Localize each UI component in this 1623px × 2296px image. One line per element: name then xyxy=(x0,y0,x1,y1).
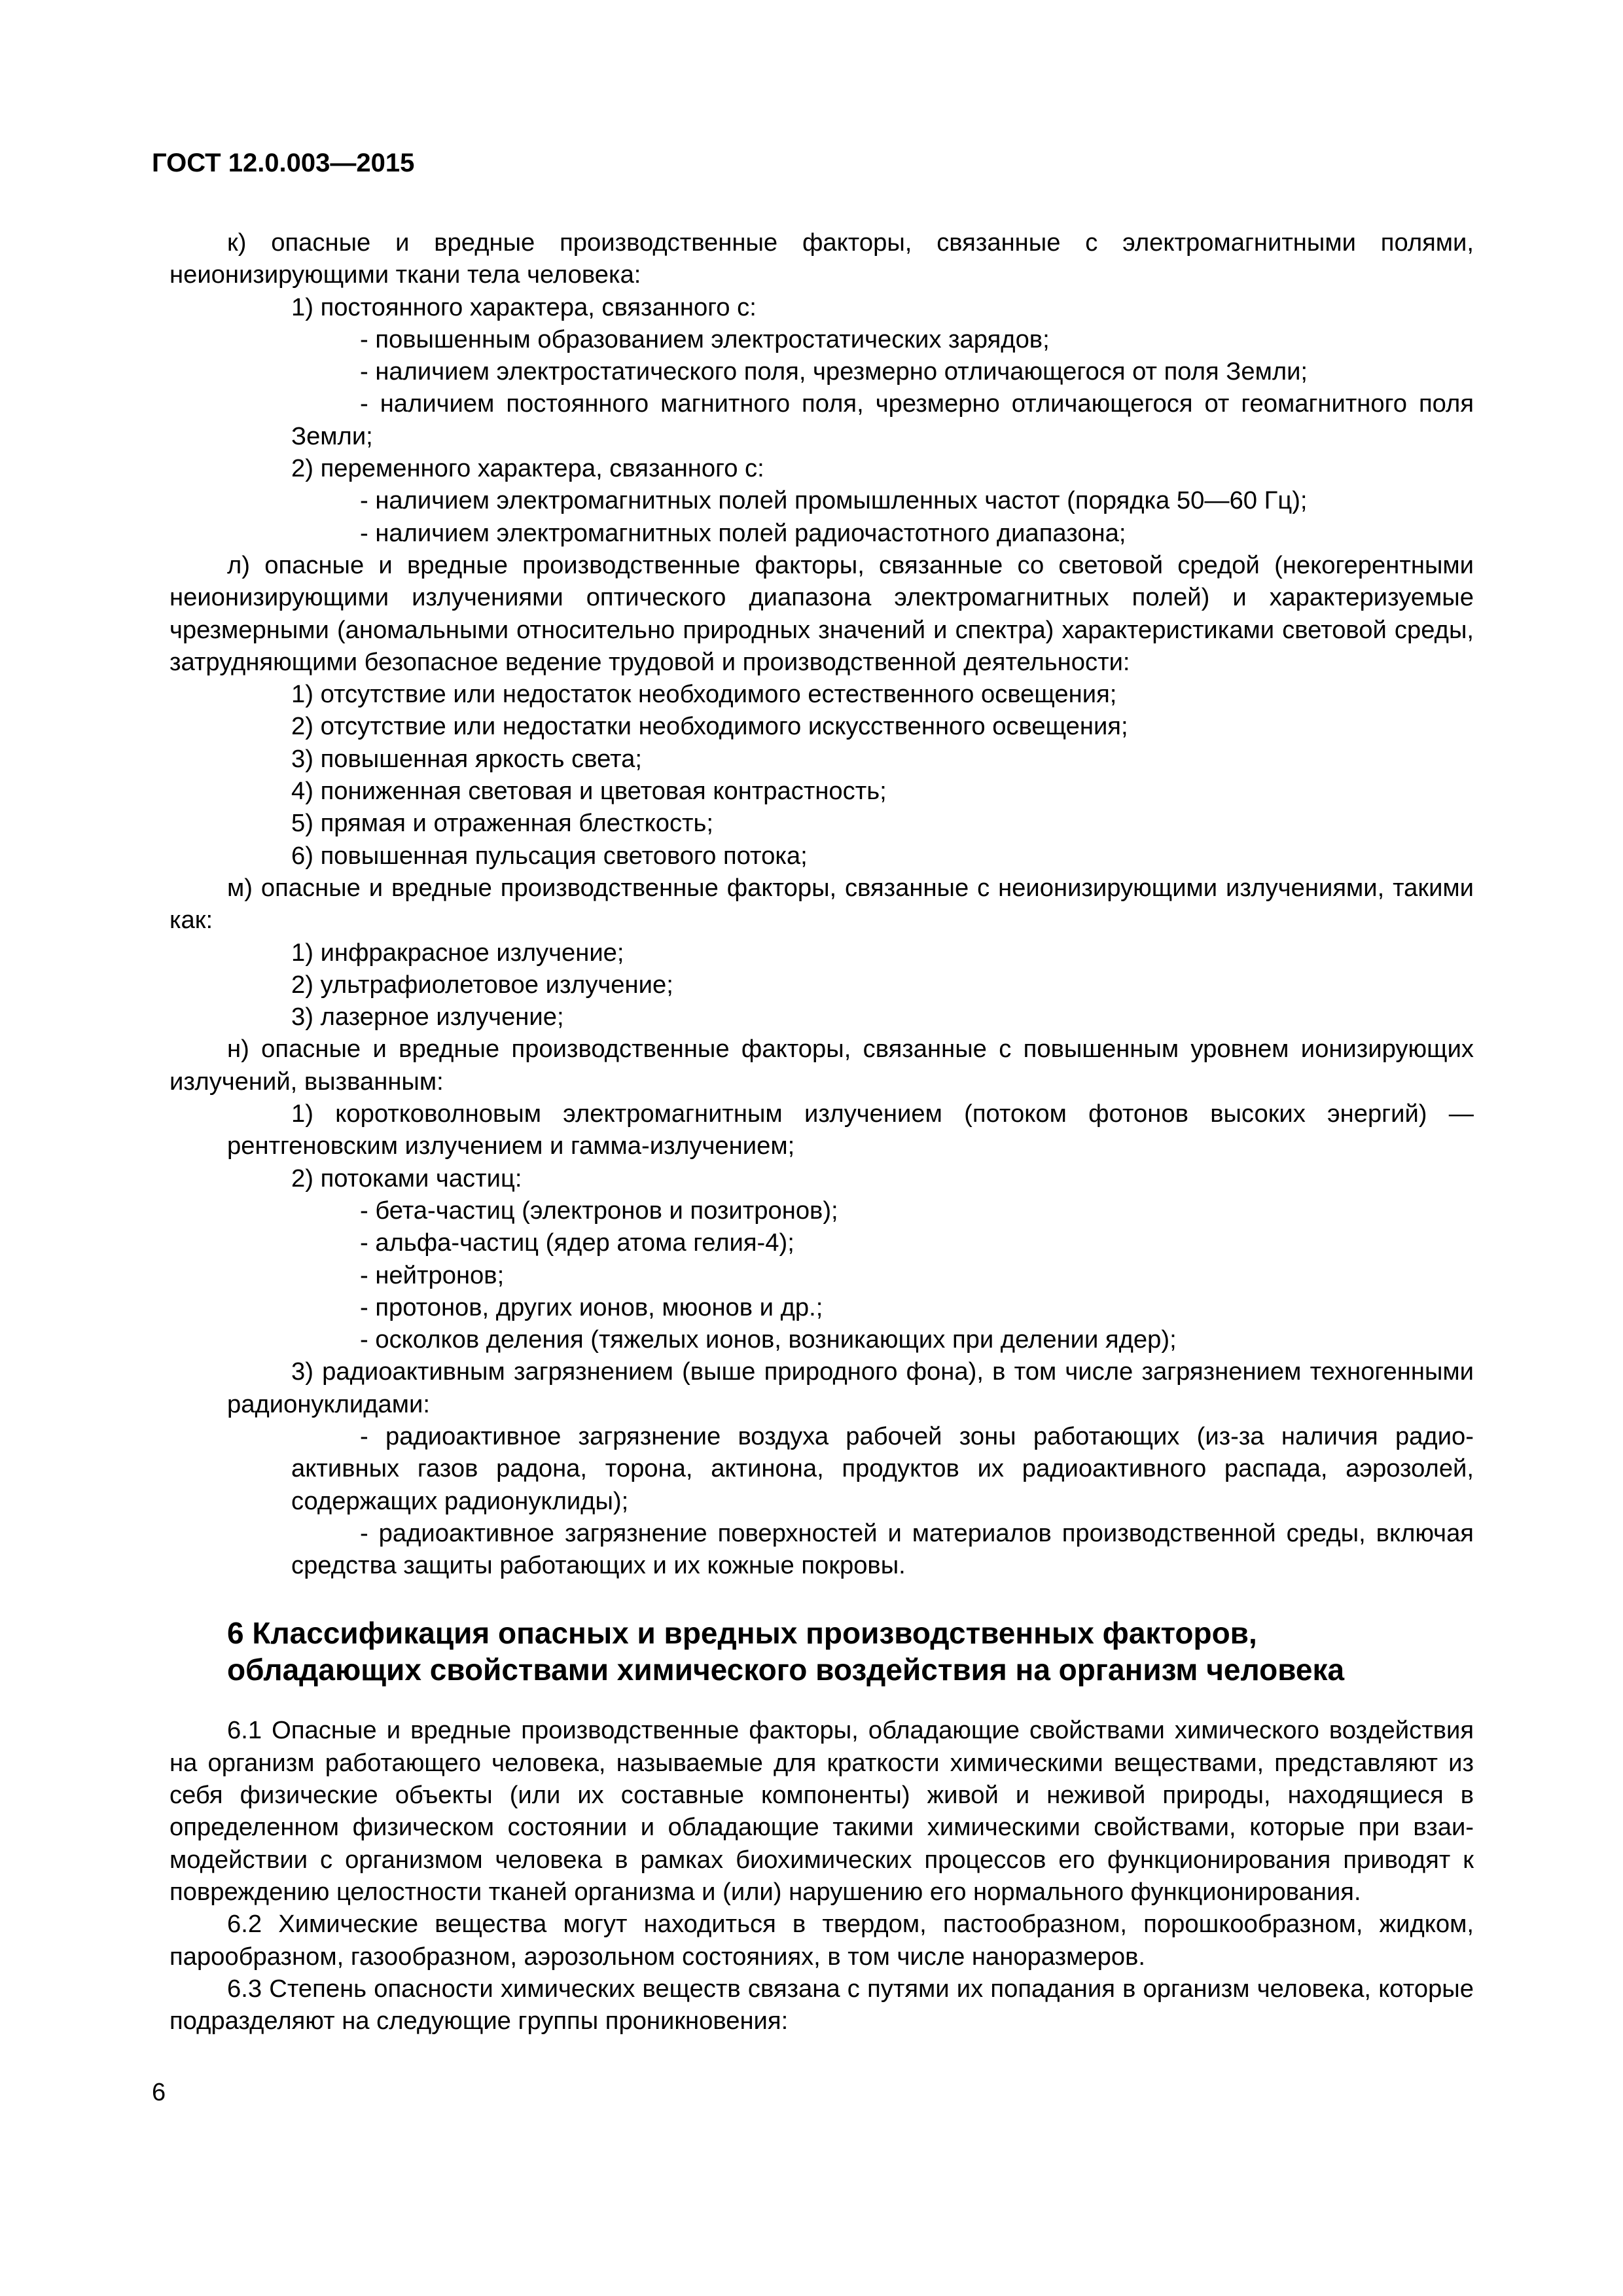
paragraph-n-2: 2) потоками частиц: xyxy=(291,1164,522,1193)
list-item-m-3: 3) лазерное излучение; xyxy=(291,1003,564,1031)
paragraph-6-2: 6.2 Химические вещества могут находиться в твердом, пастообразном, порошкообразном, жидком, парообразном, газообразном, аэрозольном состояниях, в том числе наноразмеров. xyxy=(169,1910,1474,1971)
section-6-heading-line2: обладающих свойствами химического воздействия на организм человека xyxy=(227,1653,1345,1687)
list-item-n-2c: - нейтронов; xyxy=(360,1261,505,1289)
list-item-n-2d: - протонов, других ионов, мюонов и др.; xyxy=(360,1293,823,1321)
paragraph-m-intro: м) опасные и вредные производственные факторы, связанные с неионизирующими излучениями, такими как: xyxy=(169,873,1474,935)
paragraph-k-intro: к) опасные и вредные производственные факторы, связанные с электромагнитными полями, неионизирующими ткани тела человека: xyxy=(169,228,1474,289)
section-6-heading-line1: 6 Классификация опасных и вредных производственных факторов, xyxy=(227,1616,1257,1651)
paragraph-k-1b: - наличием электростатического поля, чрезмерно отличающегося от поля Земли; xyxy=(360,357,1308,386)
paragraph-n-intro: н) опасные и вредные производственные факторы, связанные с повышенным уровнем ионизирующих излучений, вызванным: xyxy=(169,1035,1474,1096)
paragraph-n-1: 1) коротковолновым электромагнитным излучением (потоком фотонов высоких энергий) — рентгеновским излучением и гамма-излучением; xyxy=(227,1100,1474,1160)
paragraph-n-3b: - радиоактивное загрязнение поверхностей и материалов производственной среды, включая средства защиты работающих и их кожные покровы. xyxy=(291,1518,1474,1580)
paragraph-n-3a: - радиоактивное загрязнение воздуха рабочей зоны работающих (из-за наличия радиоактивных газов радона, торона, актинона, продуктов их радиоактивного распада, аэрозолей, содержащих радионуклиды); xyxy=(291,1422,1474,1515)
list-item-l-3: 3) повышенная яркость света; xyxy=(291,744,643,773)
list-item-l-6: 6) повышенная пульсация светового потока; xyxy=(291,841,808,870)
paragraph-k-2: 2) переменного характера, связанного с: xyxy=(291,454,764,483)
list-item-n-2a: - бета-частиц (электронов и позитронов); xyxy=(360,1196,838,1225)
document-body xyxy=(169,226,1474,2037)
paragraph-l-intro: л) опасные и вредные производственные факторы, связанные со световой средой (некогерентными неионизирующими излучениями оптического диапазона электромагнитных полей) и характеризуемые чрезмерными (аномальными относительно природных значений и спектра) характеристиками световой среды, затрудняющими безопасное ведение трудовой и производственной деятельности: xyxy=(169,550,1474,676)
paragraph-k-2b: - наличием электромагнитных полей радиочастотного диапазона; xyxy=(360,518,1126,547)
paragraph-6-1: 6.1 Опасные и вредные производственные факторы, обладающие свойствами химического воздействия на организм работающего человека, называемые для краткости химическими веществами, представляют из себя физические объекты (или их составные компоненты) живой и неживой природы, находящиеся в определенном физическом состоянии и обладающие такими химическими свойствами, которые при взаимодействии с организмом человека в рамках биохимических процессов его функционирования приводят к повреждению целостности тканей организма и (или) нарушению его нормального функционирования. xyxy=(169,1716,1474,1906)
paragraph-k-1: 1) постоянного характера, связанного с: xyxy=(291,293,757,321)
paragraph-n-3: 3) радиоактивным загрязнением (выше природного фона), в том числе загрязнением техногенными радионуклидами: xyxy=(227,1357,1474,1418)
list-item-l-2: 2) отсутствие или недостатки необходимого искусственного освещения; xyxy=(291,712,1128,741)
list-item-m-1: 1) инфракрасное излучение; xyxy=(291,938,624,967)
paragraph-k-1a: - повышенным образованием электростатических зарядов; xyxy=(360,325,1050,353)
paragraph-k-2a: - наличием электромагнитных полей промышленных частот (порядка 50—60 Гц); xyxy=(360,486,1308,515)
list-item-l-5: 5) прямая и отраженная блесткость; xyxy=(291,809,714,838)
page-number: 6 xyxy=(152,2079,166,2106)
list-item-n-2b: - альфа-частиц (ядер атома гелия-4); xyxy=(360,1229,794,1257)
list-item-l-1: 1) отсутствие или недостаток необходимого естественного освещения; xyxy=(291,680,1117,709)
document-code-header: ГОСТ 12.0.003—2015 xyxy=(152,149,415,177)
paragraph-6-3: 6.3 Степень опасности химических веществ связана с путями их попадания в организм человека, которые подразделяют на следующие группы проникновения: xyxy=(169,1974,1474,2036)
list-item-l-4: 4) пониженная световая и цветовая контрастность; xyxy=(291,777,887,806)
list-item-m-2: 2) ультрафиолетовое излучение; xyxy=(291,970,673,999)
paragraph-k-1c: - наличием постоянного магнитного поля, чрезмерно отличающегося от геомагнитного поля Земли; xyxy=(291,389,1474,450)
section-6-heading xyxy=(169,1615,1474,1688)
list-item-n-2e: - осколков деления (тяжелых ионов, возникающих при делении ядер); xyxy=(360,1325,1177,1354)
